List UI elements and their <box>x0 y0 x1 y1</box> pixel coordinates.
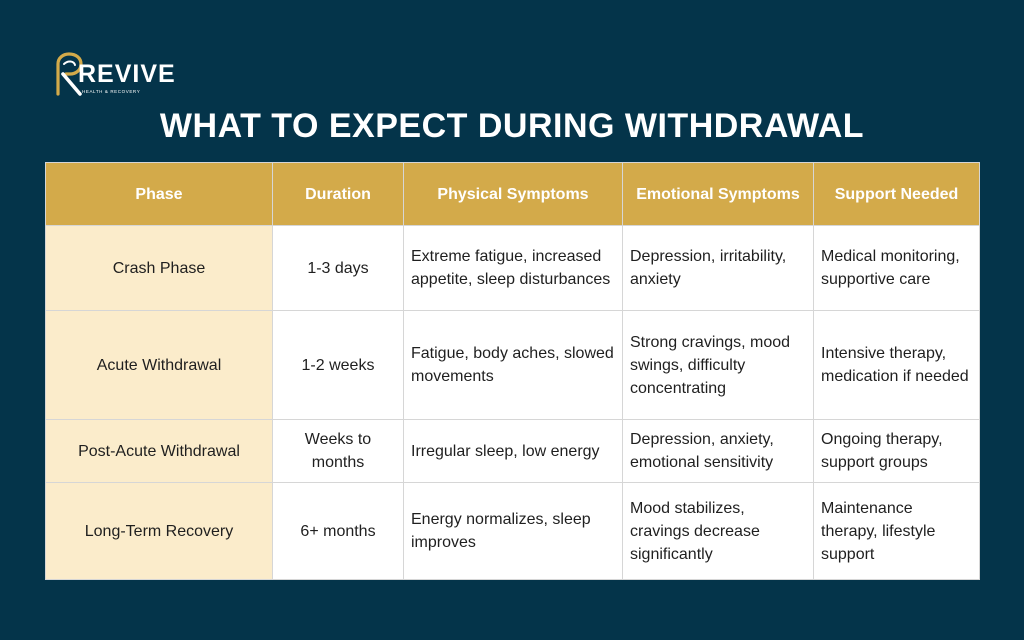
support-needed-cell: Ongoing therapy, support groups <box>814 420 980 483</box>
column-header-physical-symptoms: Physical Symptoms <box>404 163 623 226</box>
duration-cell: Weeks to months <box>273 420 404 483</box>
physical-symptoms-cell: Extreme fatigue, increased appetite, sleep disturbances <box>404 226 623 311</box>
physical-symptoms-cell: Fatigue, body aches, slowed movements <box>404 311 623 420</box>
brand-name: REVIVE <box>78 60 176 88</box>
emotional-symptoms-cell: Depression, anxiety, emotional sensitivity <box>623 420 814 483</box>
phase-cell: Crash Phase <box>46 226 273 311</box>
physical-symptoms-cell: Energy normalizes, sleep improves <box>404 483 623 580</box>
table-row <box>46 420 980 483</box>
emotional-symptoms-cell: Depression, irritability, anxiety <box>623 226 814 311</box>
table-row <box>46 226 980 311</box>
support-needed-cell: Medical monitoring, supportive care <box>814 226 980 311</box>
support-needed-cell: Intensive therapy, medication if needed <box>814 311 980 420</box>
withdrawal-table <box>45 162 980 580</box>
duration-cell: 6+ months <box>273 483 404 580</box>
support-needed-cell: Maintenance therapy, lifestyle support <box>814 483 980 580</box>
table-row <box>46 483 980 580</box>
column-header-emotional-symptoms: Emotional Symptoms <box>623 163 814 226</box>
column-header-phase: Phase <box>46 163 273 226</box>
duration-cell: 1-2 weeks <box>273 311 404 420</box>
physical-symptoms-cell: Irregular sleep, low energy <box>404 420 623 483</box>
brand-tagline: HEALTH & RECOVERY <box>82 89 141 94</box>
brand-logo <box>54 52 174 102</box>
table-header-row <box>46 163 980 226</box>
emotional-symptoms-cell: Mood stabilizes, cravings decrease significantly <box>623 483 814 580</box>
phase-cell: Acute Withdrawal <box>46 311 273 420</box>
table-row <box>46 311 980 420</box>
column-header-support-needed: Support Needed <box>814 163 980 226</box>
duration-cell: 1-3 days <box>273 226 404 311</box>
phase-cell: Long-Term Recovery <box>46 483 273 580</box>
phase-cell: Post-Acute Withdrawal <box>46 420 273 483</box>
column-header-duration: Duration <box>273 163 404 226</box>
emotional-symptoms-cell: Strong cravings, mood swings, difficulty concentrating <box>623 311 814 420</box>
page-title: WHAT TO EXPECT DURING WITHDRAWAL <box>159 107 865 145</box>
